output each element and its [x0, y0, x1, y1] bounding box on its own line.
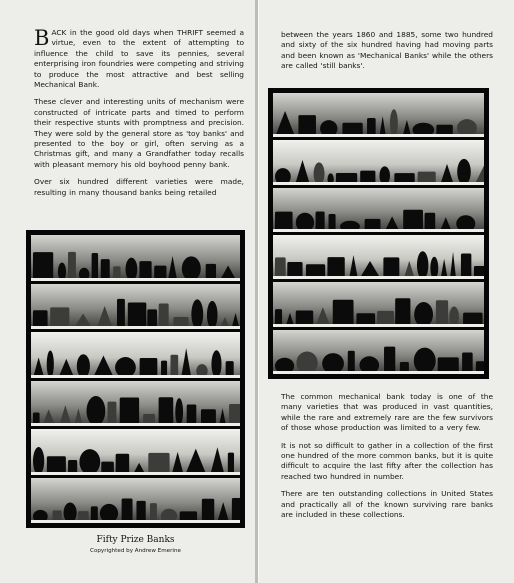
- photo-caption-title: Fifty Prize Banks: [96, 535, 175, 545]
- bank-figure: [117, 299, 125, 329]
- bank-silhouettes: [31, 491, 240, 523]
- bank-shelf: [273, 93, 484, 137]
- bank-silhouettes: [31, 346, 240, 378]
- bank-figure: [450, 252, 456, 279]
- bank-figure: [395, 298, 410, 327]
- bank-figure: [47, 350, 54, 377]
- bank-figure: [207, 301, 218, 329]
- bank-figure: [436, 300, 448, 327]
- photo-caption-credit: Copyrighted by Andrew Emerine: [90, 548, 181, 554]
- collection-paragraph: It is not so difficult to gather in a collection of the first one hundred of the more common banks, but it is quite difficult to acquire the last fifty after the collection has reached two hundred in number.: [281, 440, 493, 481]
- mechanism-paragraph: These clever and interesting units of mechanism were constructed of intricate parts and timed to perform their respective stunts with promptness and precision. They were sold by the general store as 'toy banks' and presented to the boy or girl, often serving as a Christmas gift, and many a Grandfather today recalls with pleasant memory his old boyhood penny bank.: [34, 97, 244, 169]
- bank-figure: [33, 252, 53, 281]
- outstanding-collections-paragraph: There are ten outstanding collections in United States and practically all of the known surviving rare banks are included in these collections.: [281, 489, 493, 520]
- center-fold-highlight: [258, 0, 259, 583]
- bank-shelf: [273, 330, 484, 374]
- bank-shelf: [31, 284, 240, 330]
- shelf-ledge: [31, 278, 240, 281]
- shelf-ledge: [31, 423, 240, 426]
- bank-figure: [210, 447, 224, 475]
- intro-text: ACK in the good old days when THRIFT seemed a virtue, even to the extent of attempting to influence the child to save its pennies, several enterprising iron foundries were competing and striving to produce the most attractive and best selling Mechanical Bank.: [34, 28, 244, 90]
- bank-silhouettes: [31, 297, 240, 329]
- bank-figure: [191, 300, 203, 329]
- right-column-bottom-text: [281, 392, 493, 527]
- bank-figure: [417, 252, 428, 280]
- bank-silhouettes: [273, 343, 484, 374]
- bank-silhouettes: [31, 394, 240, 426]
- bank-shelf: [273, 235, 484, 279]
- bank-collection-photo: [268, 88, 489, 379]
- intro-paragraph: [34, 28, 244, 90]
- bank-figure: [159, 397, 174, 426]
- bank-silhouettes: [273, 248, 484, 279]
- bank-silhouettes: [273, 201, 484, 232]
- bank-silhouettes: [273, 296, 484, 327]
- bank-figure: [211, 350, 221, 378]
- bank-figure: [92, 253, 98, 281]
- shelf-ledge: [31, 520, 240, 523]
- bank-shelf: [31, 478, 240, 524]
- bank-figure: [86, 396, 105, 426]
- right-column-top-text: [281, 30, 493, 79]
- shelf-ledge: [273, 371, 484, 374]
- years-paragraph: between the years 1860 and 1885, some two hundred and sixty of the six hundred having had moving parts and been known as 'Mechanical Banks' while the others are called 'still banks'.: [281, 30, 493, 71]
- bank-silhouettes: [273, 154, 484, 185]
- bank-silhouettes: [31, 249, 240, 281]
- shelf-ledge: [31, 326, 240, 329]
- bank-shelf: [31, 332, 240, 378]
- photo-shelves-right: [273, 93, 484, 374]
- bank-figure: [175, 398, 183, 426]
- bank-figure: [333, 299, 354, 326]
- bank-silhouettes: [273, 106, 484, 137]
- shelf-ledge: [31, 375, 240, 378]
- bank-silhouettes: [31, 443, 240, 475]
- bank-figure: [181, 348, 191, 378]
- photo-shelves-left: [31, 235, 240, 523]
- bank-shelf: [31, 429, 240, 475]
- bank-shelf: [273, 140, 484, 184]
- shelf-ledge: [273, 276, 484, 279]
- bank-figure: [120, 398, 139, 426]
- bank-figure: [384, 347, 395, 374]
- bank-shelf: [273, 282, 484, 326]
- shelf-ledge: [273, 182, 484, 185]
- bank-shelf: [31, 381, 240, 427]
- common-bank-paragraph: The common mechanical bank today is one of the many varieties that was produced in vast quantities, while the rare and extremely rare are the few survivors of those whose production was limited to a very few.: [281, 392, 493, 433]
- bank-figure: [33, 447, 44, 475]
- varieties-paragraph: Over six hundred different varieties were made, resulting in many thousand banks being retailed: [34, 177, 244, 197]
- shelf-ledge: [273, 134, 484, 137]
- bank-shelf: [31, 235, 240, 281]
- bank-figure: [390, 110, 398, 138]
- shelf-ledge: [31, 472, 240, 475]
- bank-shelf: [273, 188, 484, 232]
- bank-figure: [68, 251, 76, 280]
- fifty-prize-banks-photo: [26, 230, 245, 528]
- shelf-ledge: [273, 229, 484, 232]
- left-column-text: [34, 28, 244, 205]
- drop-cap: B: [34, 26, 50, 50]
- shelf-ledge: [273, 324, 484, 327]
